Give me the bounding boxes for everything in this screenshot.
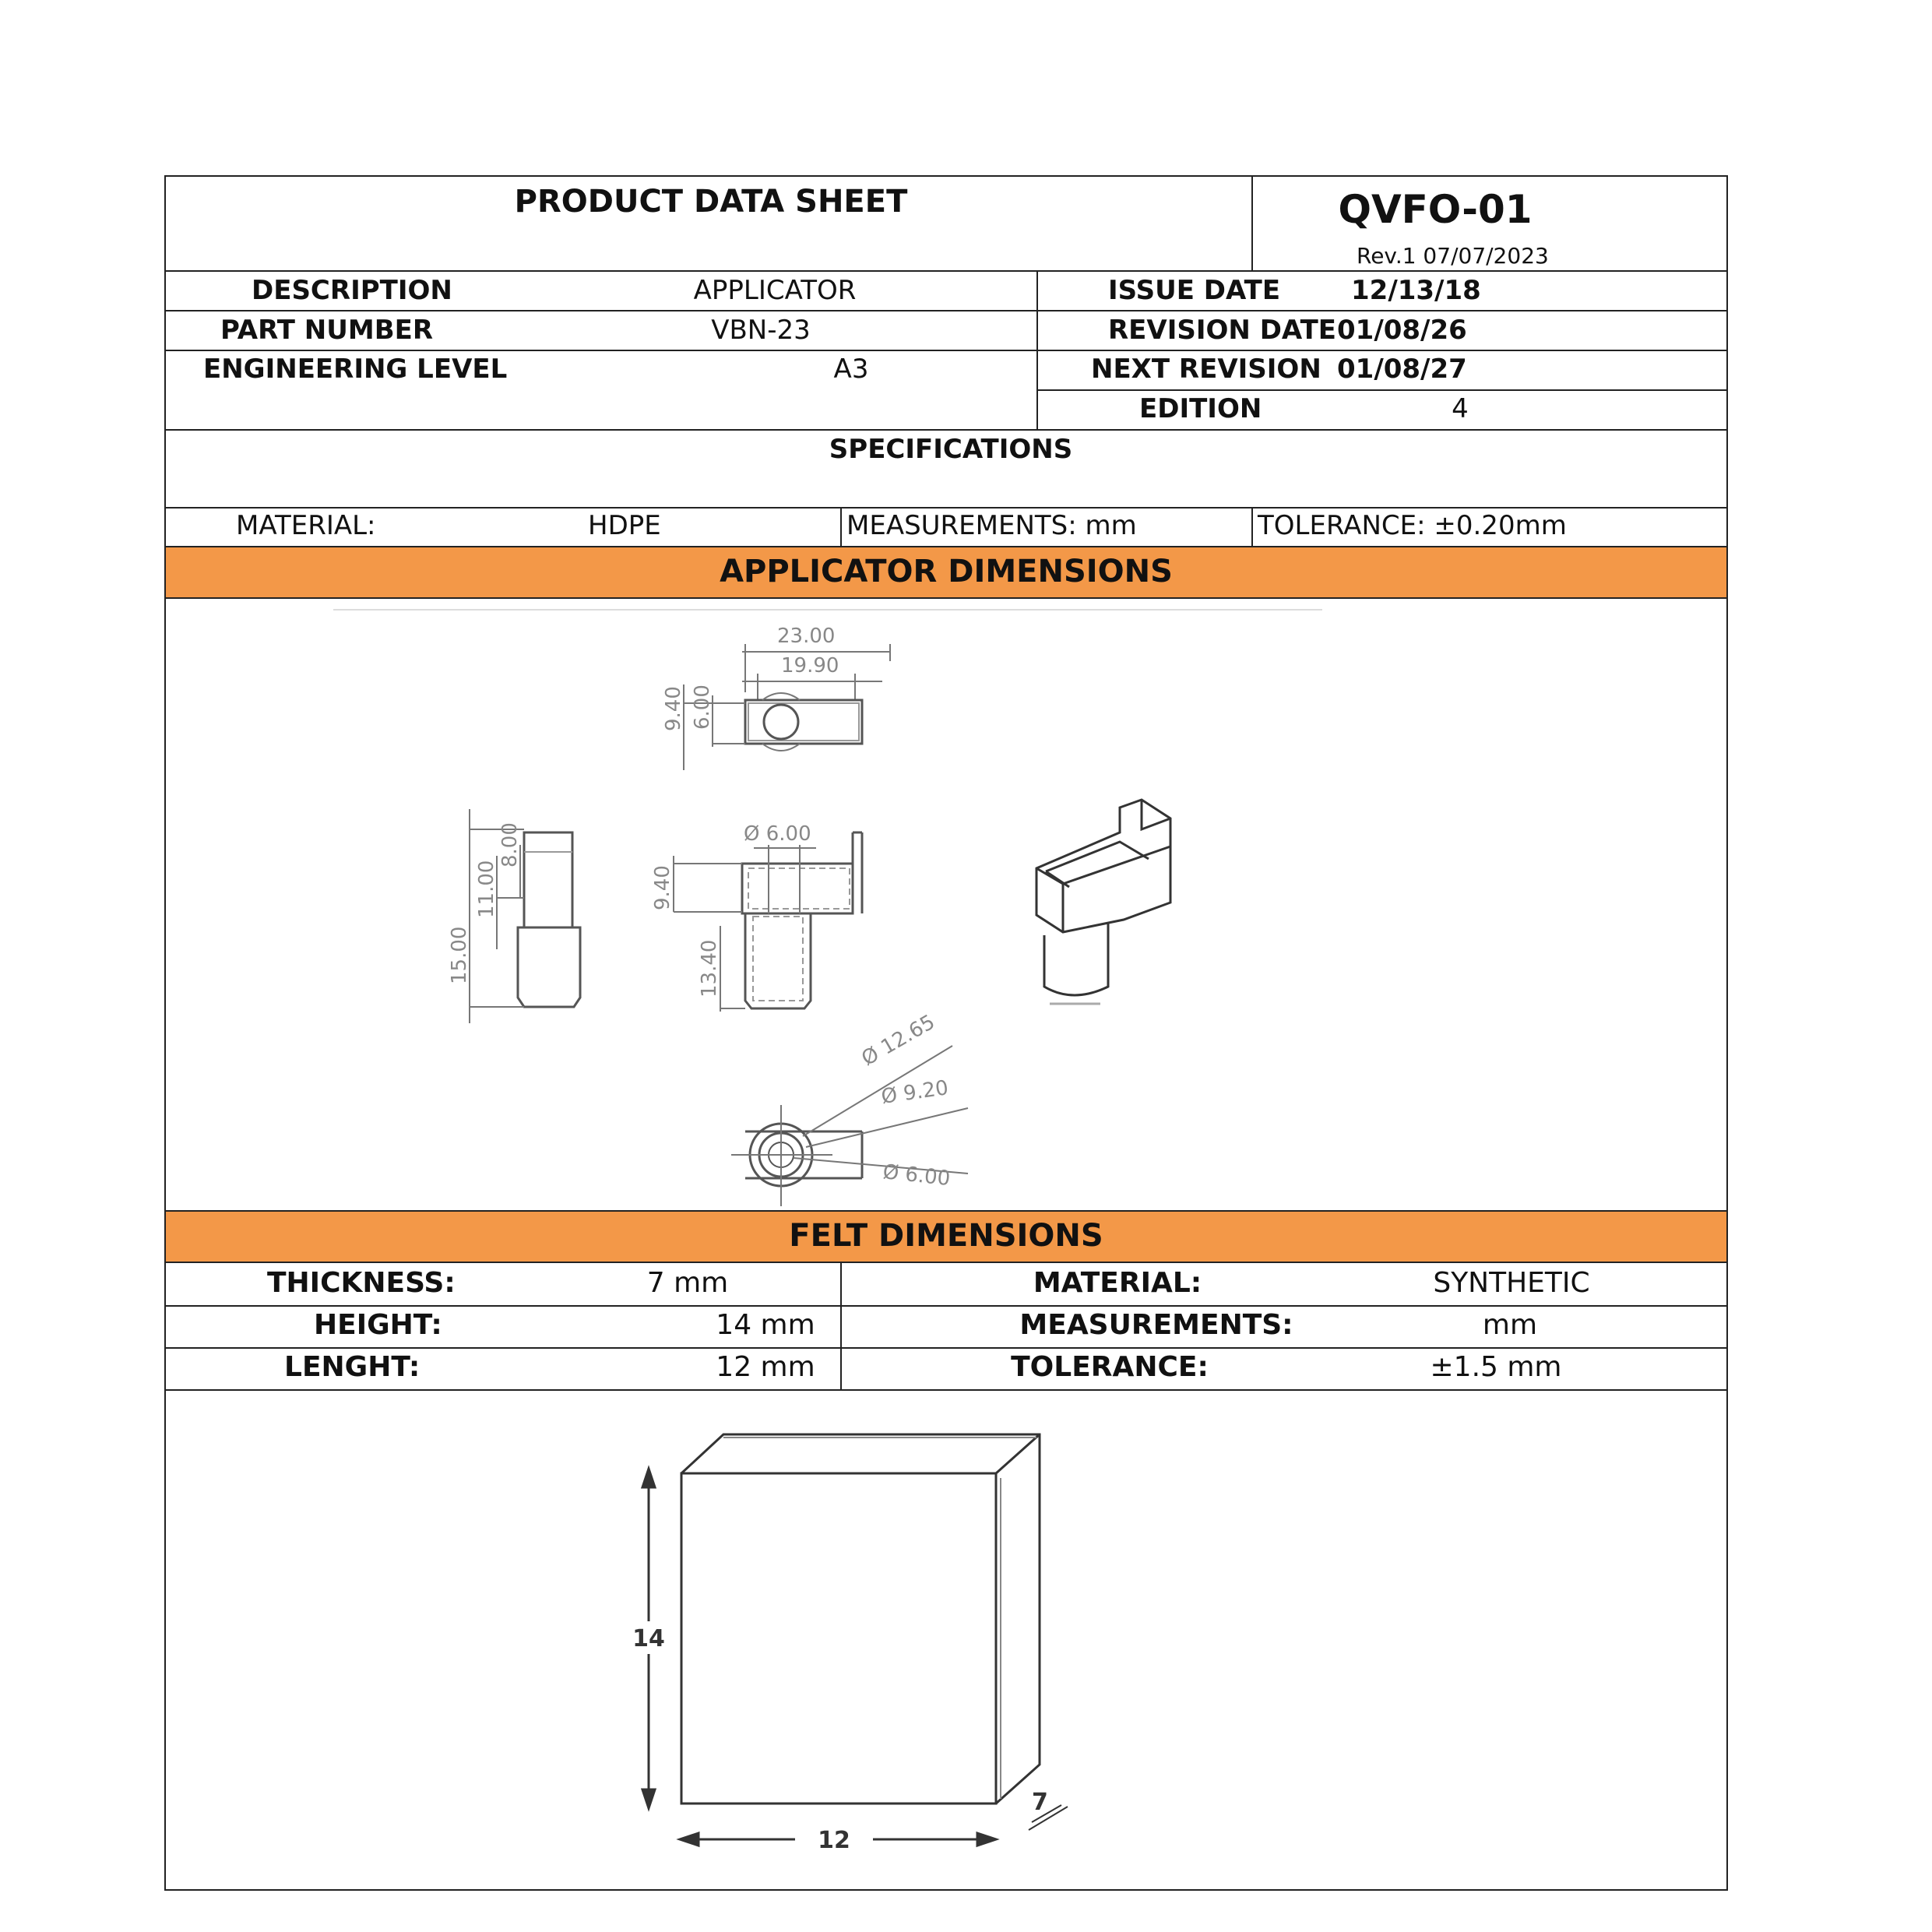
dim-9-40-top: 9.40 (662, 686, 685, 731)
dim-9-40-front: 9.40 (651, 865, 674, 910)
description-value: APPLICATOR (693, 275, 857, 306)
engineering-level-value: A3 (833, 354, 869, 385)
felt-tolerance-value: ±1.5 mm (1430, 1351, 1562, 1383)
felt-measurements-value: mm (1482, 1309, 1538, 1341)
dim-19-90: 19.90 (781, 654, 839, 677)
revision-label: Rev.1 07/07/2023 (1357, 243, 1549, 269)
spec-measurements: MEASUREMENTS: mm (846, 510, 1137, 541)
product-data-sheet (164, 175, 1728, 1891)
felt-dimensions-band (166, 1210, 1726, 1263)
felt-tolerance-label: TOLERANCE: (1011, 1351, 1209, 1383)
part-number-value: VBN-23 (711, 315, 811, 346)
next-revision-value: 01/08/27 (1337, 354, 1467, 385)
dim-6-00-top: 6.00 (691, 684, 714, 730)
felt-drawing-thickness: 7 (1032, 1789, 1048, 1816)
dim-diameter-12-65: Ø 12.65 (857, 1010, 939, 1072)
felt-drawing (166, 1391, 1726, 1889)
revision-date-label: REVISION DATE (1108, 315, 1337, 346)
next-revision-label: NEXT REVISION (1091, 354, 1321, 385)
dim-diameter-9-20: Ø 9.20 (879, 1076, 950, 1109)
dim-15-00: 15.00 (448, 926, 471, 984)
applicator-dimensions-title: APPLICATOR DIMENSIONS (720, 554, 1173, 589)
dim-diameter-6-00-bottom: Ø 6.00 (882, 1160, 952, 1191)
dim-23-00: 23.00 (777, 625, 836, 648)
felt-height-value: 14 mm (716, 1309, 815, 1341)
spec-material-label: MATERIAL: (236, 510, 376, 541)
felt-thickness-label: THICKNESS: (267, 1267, 456, 1299)
issue-date-label: ISSUE DATE (1108, 275, 1281, 306)
felt-length-label: LENGHT: (284, 1351, 421, 1383)
spec-material-value: HDPE (588, 510, 661, 541)
felt-thickness-value: 7 mm (646, 1267, 729, 1299)
felt-material-label: MATERIAL: (1033, 1267, 1202, 1299)
edition-label: EDITION (1139, 393, 1262, 424)
felt-height-label: HEIGHT: (314, 1309, 442, 1341)
part-number-label: PART NUMBER (220, 315, 434, 346)
engineering-level-label: ENGINEERING LEVEL (203, 354, 508, 385)
felt-measurements-label: MEASUREMENTS: (1019, 1309, 1293, 1341)
sheet-title: PRODUCT DATA SHEET (514, 184, 908, 220)
dim-8-00: 8.00 (498, 822, 522, 867)
felt-drawing-height: 14 (632, 1625, 665, 1652)
revision-date-value: 01/08/26 (1337, 315, 1467, 346)
felt-material-value: SYNTHETIC (1433, 1267, 1590, 1299)
dim-13-40: 13.40 (698, 939, 721, 998)
description-label: DESCRIPTION (252, 275, 452, 306)
felt-length-value: 12 mm (716, 1351, 815, 1383)
dim-diameter-6-00-front: Ø 6.00 (744, 822, 811, 846)
specifications-title: SPECIFICATIONS (829, 434, 1073, 465)
dim-11-00: 11.00 (475, 860, 498, 918)
felt-drawing-length: 12 (818, 1827, 850, 1854)
applicator-drawing (166, 599, 1726, 1210)
issue-date-value: 12/13/18 (1351, 275, 1481, 306)
felt-dimensions-title: FELT DIMENSIONS (789, 1218, 1103, 1254)
edition-value: 4 (1452, 393, 1469, 424)
spec-tolerance: TOLERANCE: ±0.20mm (1258, 510, 1567, 541)
applicator-dimensions-band (166, 546, 1726, 599)
product-code: QVFO-01 (1338, 187, 1533, 232)
